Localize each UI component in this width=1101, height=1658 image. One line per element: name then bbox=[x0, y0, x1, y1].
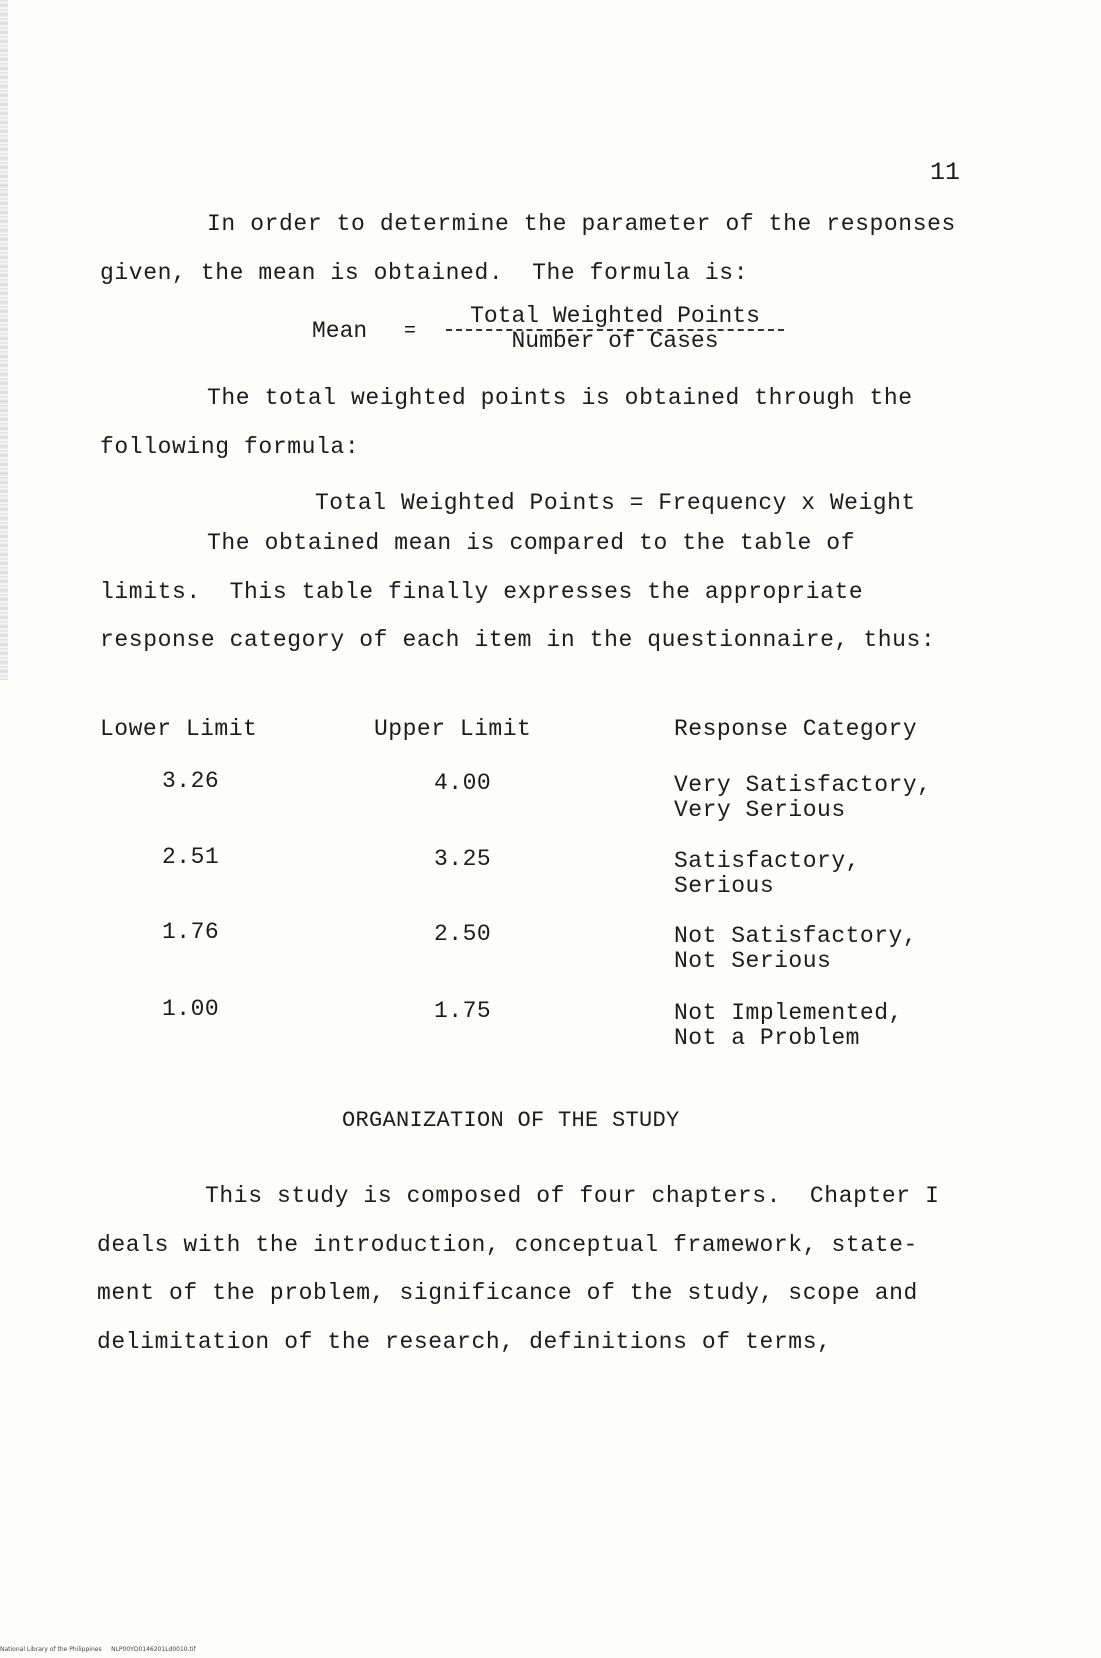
text-line: The obtained mean is compared to the table of bbox=[207, 530, 856, 556]
formula-fraction bbox=[440, 305, 790, 353]
section-heading: ORGANIZATION OF THE STUDY bbox=[342, 1108, 680, 1133]
text-line: This study is composed of four chapters. Chapter I bbox=[205, 1183, 940, 1209]
response-category bbox=[674, 924, 917, 974]
upper-limit-value: 3.25 bbox=[434, 846, 492, 872]
lower-limit-value: 1.00 bbox=[162, 996, 220, 1022]
paragraph-weighted-points bbox=[100, 374, 913, 471]
response-category bbox=[674, 849, 860, 899]
text-line: In order to determine the parameter of the responses bbox=[207, 211, 956, 237]
category-line: Not a Problem bbox=[674, 1025, 860, 1051]
text-line: limits. This table finally expresses the appropriate bbox=[100, 578, 864, 605]
paragraph-mean-intro bbox=[100, 200, 956, 297]
scan-footer-caption: National Library of the Philippines NLP00YD0146201Ld0010.tif bbox=[0, 1646, 196, 1653]
lower-limit-value: 1.76 bbox=[162, 919, 220, 945]
text-line: given, the mean is obtained. The formula is: bbox=[100, 259, 749, 286]
paragraph-table-intro bbox=[100, 519, 935, 665]
lower-limit-value: 3.26 bbox=[162, 768, 220, 794]
formula-equals-sign: = bbox=[404, 320, 417, 343]
formula-total-weighted-points: Total Weighted Points = Frequency x Weight bbox=[315, 490, 916, 516]
text-line: delimitation of the research, definitions of terms, bbox=[97, 1328, 832, 1355]
response-category bbox=[674, 1001, 903, 1051]
response-category bbox=[674, 773, 931, 823]
lower-limit-value: 2.51 bbox=[162, 844, 220, 870]
text-line: deals with the introduction, conceptual framework, state- bbox=[97, 1231, 918, 1258]
category-line: Not Serious bbox=[674, 948, 832, 974]
paragraph-organization bbox=[97, 1172, 940, 1366]
text-line: following formula: bbox=[100, 433, 360, 460]
scan-edge-artifact bbox=[0, 0, 8, 680]
text-line: response category of each item in the questionnaire, thus: bbox=[100, 627, 936, 653]
text-line: ment of the problem, significance of the study, scope and bbox=[97, 1280, 918, 1306]
formula-numerator: Total Weighted Points bbox=[470, 303, 760, 329]
category-line: Not Satisfactory, bbox=[674, 923, 918, 949]
upper-limit-value: 4.00 bbox=[434, 770, 492, 796]
column-header-upper-limit: Upper Limit bbox=[374, 716, 532, 742]
formula-mean-label: Mean bbox=[312, 318, 368, 344]
category-line: Serious bbox=[674, 873, 775, 899]
column-header-response-category: Response Category bbox=[674, 716, 918, 742]
category-line: Very Serious bbox=[674, 797, 846, 823]
upper-limit-value: 2.50 bbox=[434, 921, 492, 947]
upper-limit-value: 1.75 bbox=[434, 998, 492, 1024]
category-line: Not Implemented, bbox=[674, 1000, 903, 1026]
formula-denominator: Number of Cases bbox=[511, 328, 719, 354]
column-header-lower-limit: Lower Limit bbox=[100, 716, 258, 742]
category-line: Very Satisfactory, bbox=[674, 772, 932, 798]
category-line: Satisfactory, bbox=[674, 848, 860, 874]
text-line: The total weighted points is obtained through the bbox=[207, 385, 913, 411]
page-number: 11 bbox=[930, 158, 961, 187]
